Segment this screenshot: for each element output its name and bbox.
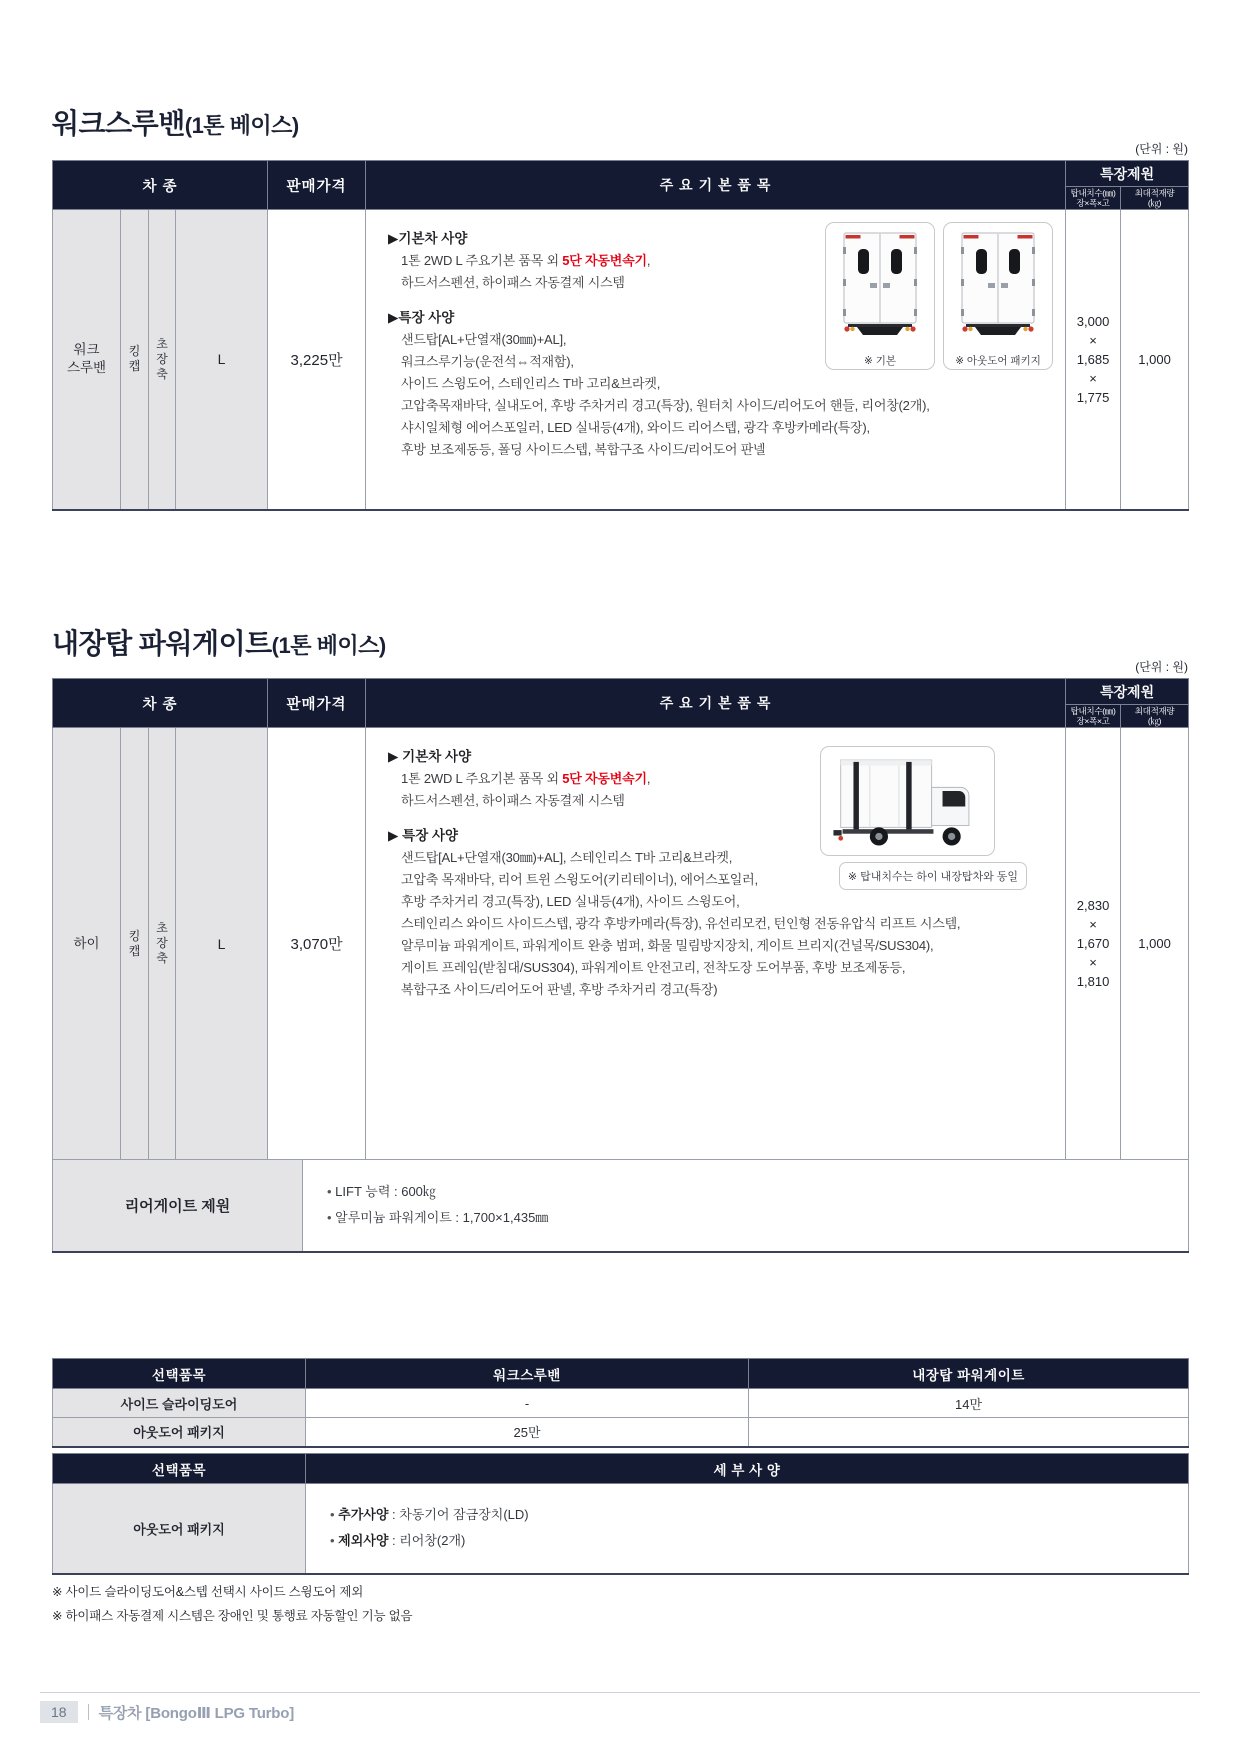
table2-header-special: 특장제원: [1066, 679, 1189, 705]
basic-suffix: ,: [646, 253, 651, 268]
dim-length: 3,000: [1076, 313, 1110, 329]
rear-gate-row: [53, 1160, 1189, 1252]
dim-width: 1,685: [1076, 351, 1110, 367]
outdoor-image-caption: ※ 아웃도어 패키지: [955, 355, 1041, 367]
dims-sublabel: 장×폭×고: [1076, 198, 1110, 208]
model-line1: 워크: [73, 342, 100, 358]
dim-height: 1,775: [1076, 389, 1110, 405]
special-spec-line: 고압축목재바닥, 실내도어, 후방 주차거리 경고(특장), 원터치 사이드/리어도어 핸들, 리어창(2개),: [401, 398, 930, 413]
section2-title-main: 내장탑 파워게이트: [52, 628, 272, 659]
dim-length: 2,830: [1076, 898, 1110, 913]
dims-label: 탑내치수(㎜): [1070, 188, 1116, 198]
unit-label-2: (단위 : 원): [1135, 660, 1188, 674]
special-spec-title: ▶ 특장 사양: [388, 828, 459, 843]
special-spec-line: 샤시일체형 에어스포일러, LED 실내등(4개), 와이드 리어스텝, 광각 후방카메라(특장),: [401, 420, 870, 435]
cab-label: 킹캡: [128, 928, 141, 958]
table1-header-price: 판매가격: [268, 161, 366, 210]
detail-row-outdoor-package: [53, 1484, 1189, 1574]
section1-title-suffix: (1톤 베이스): [184, 113, 299, 138]
dim-width: 1,670: [1076, 936, 1110, 951]
payload-label: 최대적재량: [1134, 706, 1175, 716]
table2-trim-cell: L: [176, 728, 268, 1160]
special-spec-title: ▶특장 사양: [388, 310, 455, 325]
table2-dims-cell: [1066, 728, 1121, 1160]
page-number: 18: [40, 1701, 78, 1723]
special-spec-line: 사이드 스윙도어, 스테인리스 T바 고리&브라켓,: [401, 376, 661, 391]
table2-cab-cell: [121, 728, 149, 1160]
payload-label: 최대적재량: [1134, 188, 1175, 198]
basic-red-highlight: 5단 자동변속기: [562, 253, 647, 268]
section2-title-suffix: (1톤 베이스): [271, 633, 386, 658]
table2-payload-cell: 1,000: [1121, 728, 1189, 1160]
special-spec-line: 워크스루기능(운전석⇔적재함),: [401, 354, 574, 369]
special-spec-line: 알루미늄 파워게이트, 파워게이트 완충 범퍼, 화물 밀림방지장치, 게이트 브리지(건널목/SUS304),: [401, 938, 934, 953]
detail-header-item: 선택품목: [53, 1454, 306, 1484]
table1-header-vehicle: 차 종: [53, 161, 268, 210]
powergate-truck-image-box: [820, 746, 995, 856]
table2-price-cell: 3,070만: [268, 728, 366, 1160]
basic-suffix: ,: [646, 771, 651, 786]
detail-bold: 추가사양: [338, 1507, 389, 1523]
rear-gate-label: 리어게이트 제원: [53, 1160, 303, 1252]
truck-rear-basic-icon: [830, 227, 930, 349]
table1-dims-cell: [1066, 210, 1121, 510]
option-header-item: 선택품목: [53, 1359, 306, 1389]
detail-rest: : 차동기어 잠금장치(LD): [388, 1507, 529, 1523]
unit-label-1: (단위 : 원): [1135, 142, 1188, 156]
option-price-powergate: [749, 1418, 1189, 1447]
table1-header-dims: [1066, 187, 1121, 210]
option-price-powergate: 14만: [749, 1389, 1189, 1418]
basic-spec-line2: 하드서스펜션, 하이패스 자동결제 시스템: [401, 793, 625, 808]
footnote-1: ※ 사이드 슬라이딩도어&스텝 선택시 사이드 스윙도어 제외: [52, 1585, 364, 1599]
table1-header-payload: [1121, 187, 1189, 210]
section1-title: [52, 102, 299, 142]
special-spec-line: 후방 주차거리 경고(특장), LED 실내등(4개), 사이드 스윙도어,: [401, 894, 740, 909]
dim-times: ×: [1089, 955, 1097, 970]
option-price-walkthrough: -: [306, 1389, 749, 1418]
detail-header-spec: 세 부 사 양: [306, 1454, 1189, 1484]
outdoor-package-image-box: [943, 222, 1053, 370]
table2-header-price: 판매가격: [268, 679, 366, 728]
footer-divider: [88, 1704, 89, 1720]
table1-trim-cell: L: [176, 210, 268, 510]
page-footer: [40, 1692, 1200, 1723]
section2-title: [52, 622, 386, 662]
dims-sublabel: 장×폭×고: [1076, 716, 1110, 726]
dims-label: 탑내치수(㎜): [1070, 706, 1116, 716]
truck-powergate-icon: [825, 751, 991, 851]
table2-body-row: [53, 728, 1189, 1160]
walkthrough-van-table: [52, 160, 1189, 511]
detail-header-row: [53, 1454, 1189, 1484]
table2-header-row1: [53, 679, 1189, 705]
table1-header-special: 특장제원: [1066, 161, 1189, 187]
option-price-walkthrough: 25만: [306, 1418, 749, 1447]
table2-header-dims: [1066, 705, 1121, 728]
axle-label: 초장축: [156, 921, 168, 965]
basic-spec-title: ▶ 기본차 사양: [388, 749, 472, 764]
option-price-table: [52, 1358, 1189, 1448]
table2-axle-cell: [149, 728, 176, 1160]
option-label: 아웃도어 패키지: [53, 1418, 306, 1447]
option-header-powergate: 내장탑 파워게이트: [749, 1359, 1189, 1389]
detail-rest: : 리어창(2개): [388, 1533, 466, 1549]
payload-sublabel: (㎏): [1147, 716, 1162, 726]
special-spec-line: 스테인리스 와이드 사이드스텝, 광각 후방카메라(특장), 유선리모컨, 턴인형 전동유압식 리프트 시스템,: [401, 916, 961, 931]
payload-sublabel: (㎏): [1147, 198, 1162, 208]
basic-prefix: 1톤 2WD L 주요기본 품목 외: [401, 771, 563, 786]
table1-header-items: 주 요 기 본 품 목: [366, 161, 1066, 210]
special-spec-line: 샌드탑[AL+단열재(30㎜)+AL], 스테인리스 T바 고리&브라켓,: [401, 850, 733, 865]
powergate-table: [52, 678, 1189, 1160]
dim-height: 1,810: [1076, 974, 1110, 989]
special-spec-line: 복합구조 사이드/리어도어 판넬, 후방 주차거리 경고(특장): [401, 982, 718, 997]
detail-row-label: 아웃도어 패키지: [53, 1484, 306, 1574]
section1-title-main: 워크스루밴: [52, 108, 185, 139]
table1-model-cell: [53, 210, 121, 510]
footer-label: 특장차 [BongoⅢ LPG Turbo]: [98, 1704, 295, 1722]
lift-capacity: • LIFT 능력 : 600㎏: [327, 1179, 1164, 1205]
basic-spec-title: ▶기본차 사양: [388, 231, 468, 246]
rear-gate-values: [303, 1160, 1189, 1252]
axle-label: 초장축: [156, 336, 168, 381]
detail-row-content: [306, 1484, 1189, 1574]
table2-header-payload: [1121, 705, 1189, 728]
table1-spec-cell: [366, 210, 1066, 510]
powergate-image-note: ※ 탑내치수는 하이 내장탑차와 동일: [839, 862, 1027, 890]
option-row-sliding-door: [53, 1389, 1189, 1418]
special-spec-line: 고압축 목재바닥, 리어 트윈 스윙도어(키리테이너), 에어스포일러,: [401, 872, 758, 887]
dim-times: ×: [1089, 332, 1097, 348]
dim-times: ×: [1089, 917, 1097, 932]
special-spec-line: 샌드탑[AL+단열재(30㎜)+AL],: [401, 332, 567, 347]
detail-excluded-spec: [330, 1528, 1164, 1554]
dim-times: ×: [1089, 370, 1097, 386]
table2-header-vehicle: 차 종: [53, 679, 268, 728]
truck-rear-outdoor-icon: [948, 227, 1048, 349]
option-detail-table: [52, 1453, 1189, 1575]
table2-spec-cell: [366, 728, 1066, 1160]
table1-payload-cell: 1,000: [1121, 210, 1189, 510]
table1-header-row1: [53, 161, 1189, 187]
basic-prefix: 1톤 2WD L 주요기본 품목 외: [401, 253, 563, 268]
detail-bold: 제외사양: [338, 1533, 389, 1549]
detail-added-spec: [330, 1502, 1164, 1528]
model-line2: 스루밴: [66, 360, 107, 376]
table2-header-items: 주 요 기 본 품 목: [366, 679, 1066, 728]
basic-spec-line2: 하드서스펜션, 하이패스 자동결제 시스템: [401, 275, 625, 290]
special-spec-line: 게이트 프레임(받침대/SUS304), 파워게이트 안전고리, 전착도장 도어부품, 후방 보조제동등,: [401, 960, 906, 975]
option-header-row: [53, 1359, 1189, 1389]
option-label: 사이드 슬라이딩도어: [53, 1389, 306, 1418]
basic-red-highlight: 5단 자동변속기: [562, 771, 647, 786]
table1-axle-cell: [149, 210, 176, 510]
rear-gate-spec-table: [52, 1159, 1189, 1253]
table1-cab-cell: [121, 210, 149, 510]
option-row-outdoor-package: [53, 1418, 1189, 1447]
option-header-walkthrough: 워크스루밴: [306, 1359, 749, 1389]
base-model-image-box: [825, 222, 935, 370]
table1-price-cell: 3,225만: [268, 210, 366, 510]
base-image-caption: ※ 기본: [864, 355, 897, 367]
cab-label: 킹캡: [128, 344, 141, 374]
table1-body-row: [53, 210, 1189, 510]
gate-size: • 알루미늄 파워게이트 : 1,700×1,435㎜: [327, 1205, 1164, 1231]
table2-model-cell: 하이: [53, 728, 121, 1160]
footnote-2: ※ 하이패스 자동결제 시스템은 장애인 및 통행료 자동할인 기능 없음: [52, 1609, 413, 1623]
special-spec-line: 후방 보조제동등, 폴딩 사이드스텝, 복합구조 사이드/리어도어 판넬: [401, 442, 766, 457]
